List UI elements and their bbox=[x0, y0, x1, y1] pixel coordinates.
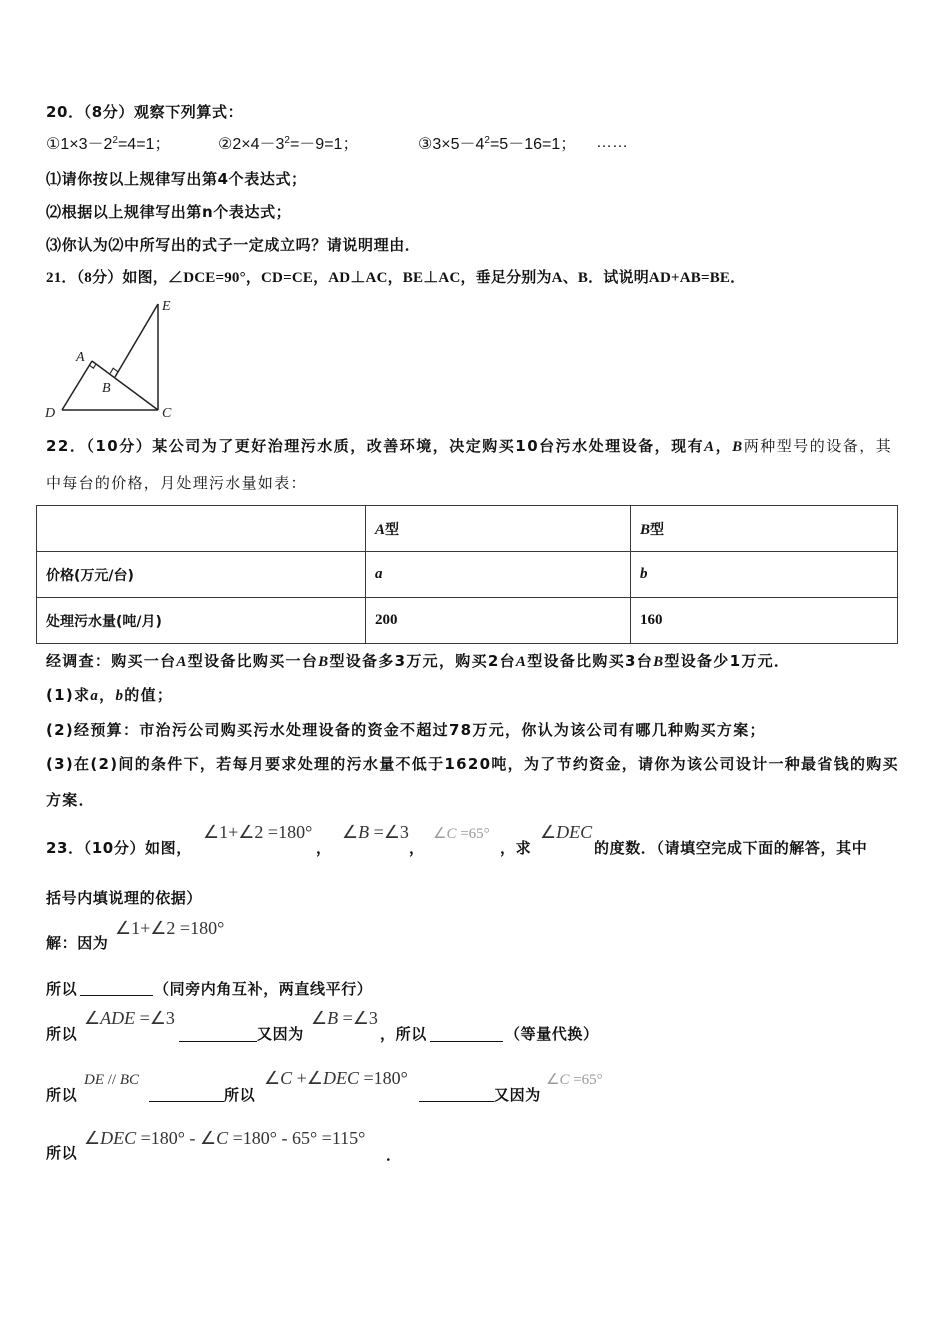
answer-blank bbox=[80, 995, 153, 996]
cell-value: a bbox=[375, 566, 383, 582]
q22-part-1 bbox=[46, 686, 173, 705]
q21-heading: 21．（8分）如图，∠DCE=90°，CD=CE，AD⊥AC，BE⊥AC，垂足分别为A、B．试说明AD+AB=BE． bbox=[46, 270, 746, 286]
header-suffix: 型 bbox=[650, 521, 665, 538]
solution-1-math bbox=[115, 918, 224, 938]
comma: ， bbox=[409, 839, 425, 857]
example-exponent: 2 bbox=[484, 135, 490, 146]
solution-4-so: 所以 bbox=[224, 1086, 256, 1104]
cell-value: 200 bbox=[375, 612, 398, 628]
segment-DA bbox=[62, 361, 92, 410]
q20-example-2 bbox=[218, 136, 358, 154]
solution-3-because: 又因为 bbox=[257, 1025, 304, 1043]
math-text: // bbox=[104, 1072, 120, 1088]
comma: ， bbox=[316, 839, 332, 857]
survey-var: B bbox=[318, 654, 330, 670]
solution-4-math-parallel bbox=[84, 1070, 139, 1090]
q22-intro-rest: 两种型号的设备，其 bbox=[743, 437, 893, 455]
q22-part-3-line-2: 方案． bbox=[46, 791, 95, 809]
q20-part-1: ⑴请你按以上规律写出第4个表达式； bbox=[46, 170, 307, 188]
part-text: (1)求 bbox=[46, 686, 91, 704]
survey-var: A bbox=[176, 654, 188, 670]
math-text: ∠ bbox=[540, 822, 557, 842]
survey-text: 型设备少1万元． bbox=[664, 652, 791, 670]
q23-given-angle-sum bbox=[203, 822, 312, 842]
row-label: 价格(万元/台) bbox=[37, 552, 366, 598]
part-var: a bbox=[90, 688, 100, 704]
math-var: DEC bbox=[556, 822, 593, 842]
segment-BE bbox=[115, 304, 158, 377]
q22-part-2: (2)经预算：市治污公司购买污水处理设备的资金不超过78万元，你认为该公司有哪几种购买方案； bbox=[46, 721, 766, 739]
math-text: =∠3 bbox=[135, 1008, 175, 1028]
survey-text: 型设备比购买一台 bbox=[187, 652, 319, 670]
example-tail: =4=1； bbox=[117, 136, 171, 153]
q22-part-3-line-1: (3)在(2)间的条件下，若每月要求处理的污水量不低于1620吨，为了节约资金，请你为该公司设计一种最省钱的购买 bbox=[46, 755, 899, 773]
var-A: A bbox=[704, 439, 716, 455]
q23-given-angle-c bbox=[433, 824, 490, 844]
cell-value: b bbox=[640, 566, 648, 582]
solution-2-label: 所以 bbox=[46, 980, 78, 998]
example-tail: =－9=1； bbox=[289, 136, 359, 153]
math-text: =65° bbox=[456, 826, 490, 842]
separator: ， bbox=[715, 437, 733, 455]
math-text: ∠ bbox=[84, 1008, 101, 1028]
cell-type-b bbox=[631, 598, 898, 644]
survey-text: 经调查：购买一台 bbox=[46, 652, 177, 670]
q20-part-3: ⑶你认为⑵中所写出的式子一定成立吗？请说明理由． bbox=[46, 236, 421, 254]
example-marker: ③ bbox=[418, 136, 433, 153]
survey-text: 型设备比购买3台 bbox=[527, 652, 654, 670]
math-var: DE bbox=[84, 1072, 104, 1088]
math-var: C bbox=[216, 1128, 229, 1148]
q22-intro-bold: 22．（10分）某公司为了更好治理污水质，改善环境，决定购买10台污水处理设备，现有 bbox=[46, 437, 705, 455]
cell-type-b bbox=[631, 552, 898, 598]
q22-intro-line-2: 中每台的价格，月处理污水量如表： bbox=[46, 474, 307, 492]
answer-blank bbox=[419, 1101, 494, 1102]
example-exponent: 2 bbox=[112, 135, 118, 146]
math-var: B bbox=[327, 1008, 339, 1028]
q23-target-angle bbox=[540, 822, 592, 842]
label-E: E bbox=[162, 299, 171, 314]
example-base: 1×3－2 bbox=[60, 136, 113, 153]
math-text: +∠ bbox=[292, 1068, 323, 1088]
example-tail: =5－16=1； bbox=[489, 136, 577, 153]
part-text: 的值； bbox=[124, 686, 174, 704]
math-text: =∠3 bbox=[338, 1008, 378, 1028]
cell-type-a bbox=[366, 552, 631, 598]
table-header-cell-type-a bbox=[366, 506, 631, 552]
q20-ellipsis: …… bbox=[596, 134, 628, 151]
q20-part-2: ⑵根据以上规律写出第n个表达式； bbox=[46, 203, 292, 221]
solution-3-so: ，所以 bbox=[380, 1025, 427, 1043]
cell-value: 160 bbox=[640, 612, 663, 628]
label-A: A bbox=[76, 350, 85, 365]
q20-example-1 bbox=[46, 136, 170, 154]
solution-4-label: 所以 bbox=[46, 1086, 78, 1104]
q20-heading: 20．（8分）观察下列算式： bbox=[46, 103, 244, 121]
table-header-cell-empty bbox=[37, 506, 366, 552]
math-text: ∠ bbox=[433, 826, 447, 842]
q21-geometry-figure bbox=[40, 295, 185, 425]
q23-line-2: 括号内填说理的依据） bbox=[46, 889, 203, 907]
label-C: C bbox=[162, 406, 172, 421]
math-text: =180° bbox=[358, 1068, 408, 1088]
solution-3-reason: （等量代换） bbox=[505, 1025, 599, 1043]
math-text: ∠ bbox=[546, 1072, 560, 1088]
math-text: =180° - ∠ bbox=[136, 1128, 217, 1148]
math-var: DEC bbox=[322, 1068, 359, 1088]
math-var: ADE bbox=[100, 1008, 136, 1028]
table-header-cell-type-b bbox=[631, 506, 898, 552]
math-text: ∠ bbox=[84, 1128, 101, 1148]
answer-blank bbox=[430, 1041, 503, 1042]
survey-var: A bbox=[515, 654, 528, 670]
math-text: =∠3 bbox=[369, 822, 409, 842]
math-text: ∠ bbox=[342, 822, 359, 842]
q23-prefix: 23．（10分）如图， bbox=[46, 839, 192, 857]
solution-4-math-sum bbox=[264, 1068, 408, 1088]
math-text: =65° bbox=[569, 1072, 603, 1088]
cell-type-a bbox=[366, 598, 631, 644]
answer-blank bbox=[179, 1041, 257, 1042]
example-exponent: 2 bbox=[284, 135, 290, 146]
math-var: C bbox=[446, 826, 457, 842]
solution-3-math-1 bbox=[84, 1008, 175, 1028]
header-var: A bbox=[375, 521, 386, 538]
math-text: ∠1+∠2 =180° bbox=[115, 918, 225, 938]
solution-5-label: 所以 bbox=[46, 1144, 78, 1162]
solution-4-because: 又因为 bbox=[494, 1086, 541, 1104]
solution-1-label: 解：因为 bbox=[46, 934, 109, 952]
solution-5-math bbox=[84, 1128, 365, 1148]
solution-3-math-2 bbox=[311, 1008, 378, 1028]
math-var: BC bbox=[119, 1072, 140, 1088]
var-B: B bbox=[732, 439, 744, 455]
math-var: C bbox=[559, 1072, 570, 1088]
equipment-table bbox=[36, 505, 898, 644]
example-marker: ② bbox=[218, 136, 233, 153]
table-header-row bbox=[37, 506, 898, 552]
example-base: 3×5－4 bbox=[432, 136, 485, 153]
math-text: ∠1+∠2 =180° bbox=[203, 822, 313, 842]
q23-suffix: 的度数．（请填空完成下面的解答，其中 bbox=[594, 839, 868, 857]
math-var: DEC bbox=[100, 1128, 137, 1148]
part-var: b bbox=[115, 688, 125, 704]
header-suffix: 型 bbox=[385, 521, 400, 538]
q23-given-angle-b bbox=[342, 822, 409, 842]
math-text: =180° - 65° =115° bbox=[228, 1128, 366, 1148]
part-text: ， bbox=[99, 686, 116, 704]
q22-intro-line-1 bbox=[46, 437, 892, 456]
math-var: C bbox=[280, 1068, 293, 1088]
table-row bbox=[37, 598, 898, 644]
math-var: B bbox=[358, 822, 370, 842]
q22-survey bbox=[46, 652, 790, 671]
row-label: 处理污水量(吨/月) bbox=[37, 598, 366, 644]
label-B: B bbox=[102, 381, 111, 396]
table-row bbox=[37, 552, 898, 598]
q23-ask: ，求 bbox=[500, 839, 532, 857]
header-var: B bbox=[640, 521, 651, 538]
q20-example-3 bbox=[418, 136, 576, 154]
example-base: 2×4－3 bbox=[232, 136, 285, 153]
solution-2-reason: （同旁内角互补，两直线平行） bbox=[154, 980, 373, 998]
survey-text: 型设备多3万元，购买2台 bbox=[329, 652, 516, 670]
example-marker: ① bbox=[46, 136, 61, 153]
label-D: D bbox=[45, 406, 56, 421]
math-text: ∠ bbox=[311, 1008, 328, 1028]
solution-3-label: 所以 bbox=[46, 1025, 78, 1043]
survey-var: B bbox=[653, 654, 665, 670]
solution-5-end: ． bbox=[386, 1146, 402, 1164]
answer-blank bbox=[149, 1101, 224, 1102]
math-text: ∠ bbox=[264, 1068, 281, 1088]
solution-4-math-angle-c bbox=[546, 1070, 603, 1090]
